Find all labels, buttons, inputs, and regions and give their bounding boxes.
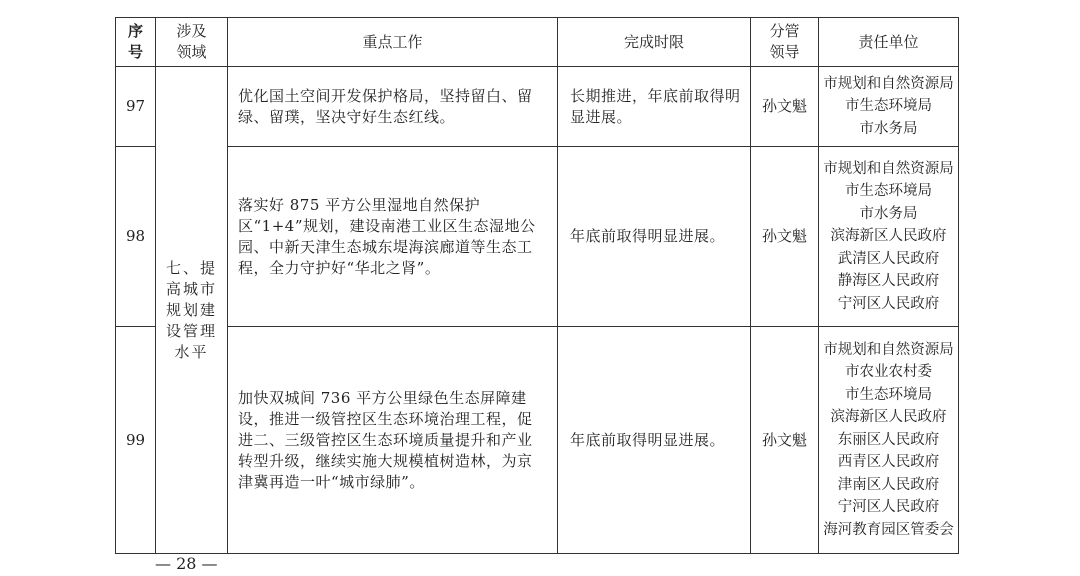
unit-item: 市农业农村委 bbox=[845, 364, 932, 381]
domain-cell: 七、提高城市规划建设管理水平 bbox=[156, 67, 228, 554]
row-work: 落实好 875 平方公里湿地自然保护区“1+4”规划，建设南港工业区生态湿地公园、中新天津生态城东堤海滨廊道等生态工程，全力守护好“华北之肾”。 bbox=[228, 147, 558, 327]
row-leader: 孙文魁 bbox=[751, 67, 819, 147]
row-units bbox=[819, 327, 959, 554]
header-units: 责任单位 bbox=[819, 18, 959, 67]
unit-item: 市生态环境局 bbox=[845, 386, 932, 403]
row-deadline: 年底前取得明显进展。 bbox=[558, 327, 751, 554]
unit-item: 市规划和自然资源局 bbox=[823, 75, 954, 92]
unit-item: 津南区人民政府 bbox=[837, 476, 940, 493]
header-row bbox=[116, 18, 959, 67]
unit-item: 滨海新区人民政府 bbox=[830, 228, 947, 245]
unit-item: 市生态环境局 bbox=[845, 183, 932, 200]
unit-item: 东丽区人民政府 bbox=[837, 431, 940, 448]
row-work: 优化国土空间开发保护格局，坚持留白、留绿、留璞，坚决守好生态红线。 bbox=[228, 67, 558, 147]
table-row bbox=[116, 67, 959, 147]
row-deadline: 年底前取得明显进展。 bbox=[558, 147, 751, 327]
unit-item: 市规划和自然资源局 bbox=[823, 160, 954, 177]
unit-item: 海河教育园区管委会 bbox=[823, 521, 954, 538]
row-seq: 97 bbox=[116, 67, 156, 147]
page-number: — 28 — bbox=[155, 554, 218, 573]
row-leader: 孙文魁 bbox=[751, 327, 819, 554]
row-seq: 99 bbox=[116, 327, 156, 554]
unit-item: 市生态环境局 bbox=[845, 98, 932, 115]
unit-item: 静海区人民政府 bbox=[837, 273, 940, 290]
unit-item: 宁河区人民政府 bbox=[837, 499, 940, 516]
unit-item: 市水务局 bbox=[859, 120, 918, 137]
row-units bbox=[819, 147, 959, 327]
unit-item: 武清区人民政府 bbox=[837, 250, 940, 267]
header-leader: 分管 领导 bbox=[751, 18, 819, 67]
row-work: 加快双城间 736 平方公里绿色生态屏障建设，推进一级管控区生态环境治理工程，促进二、三级管控区生态环境质量提升和产业转型升级，继续实施大规模植树造林，为京津冀再造一叶“城市绿肺”。 bbox=[228, 327, 558, 554]
work-table bbox=[115, 17, 959, 554]
table-row bbox=[116, 327, 959, 554]
table-row bbox=[116, 147, 959, 327]
header-work: 重点工作 bbox=[228, 18, 558, 67]
row-seq: 98 bbox=[116, 147, 156, 327]
header-seq: 序 号 bbox=[116, 18, 156, 67]
header-domain: 涉及 领域 bbox=[156, 18, 228, 67]
unit-item: 滨海新区人民政府 bbox=[830, 409, 947, 426]
row-units bbox=[819, 67, 959, 147]
row-deadline: 长期推进，年底前取得明显进展。 bbox=[558, 67, 751, 147]
row-leader: 孙文魁 bbox=[751, 147, 819, 327]
unit-item: 市水务局 bbox=[859, 205, 918, 222]
header-deadline: 完成时限 bbox=[558, 18, 751, 67]
unit-item: 宁河区人民政府 bbox=[837, 295, 940, 312]
unit-item: 西青区人民政府 bbox=[837, 454, 940, 471]
unit-item: 市规划和自然资源局 bbox=[823, 341, 954, 358]
